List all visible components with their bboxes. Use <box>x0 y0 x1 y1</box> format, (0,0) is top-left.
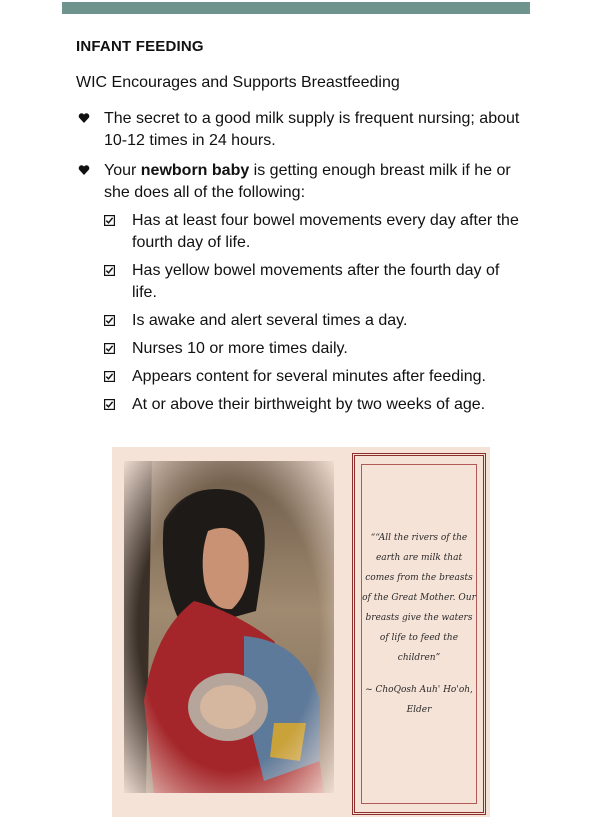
checklist-text: Is awake and alert several times a day. <box>132 312 408 329</box>
checked-box-icon <box>104 371 115 382</box>
checked-box-icon <box>104 315 115 326</box>
quote-box <box>352 453 486 815</box>
checklist-text: Nurses 10 or more times daily. <box>132 340 348 357</box>
checklist-item <box>104 310 523 332</box>
checklist-text: Appears content for several minutes after feeding. <box>132 368 486 385</box>
heart-icon <box>78 164 90 176</box>
checked-box-icon <box>104 215 115 226</box>
bullet-text-bold: newborn baby <box>140 162 250 179</box>
checklist-item <box>104 366 523 388</box>
bullet-text-after: is getting enough breast milk if he or she does all of the following: <box>104 162 511 201</box>
checklist-item <box>104 210 523 254</box>
bullet-list <box>78 108 523 424</box>
bullet-text-before: Your <box>104 162 141 179</box>
quote-text: ““All the rivers of the earth are milk that comes from the breasts of the Great Mother. Our breasts give the waters of life to feed the children” <box>362 533 476 663</box>
checklist-item <box>104 338 523 360</box>
quote-text-block <box>361 528 477 720</box>
breastfeeding-photo <box>124 461 334 793</box>
checklist-text: Has yellow bowel movements after the fourth day of life. <box>132 262 500 301</box>
checked-box-icon <box>104 265 115 276</box>
bullet-item <box>78 160 523 416</box>
header-bar <box>62 2 530 14</box>
checklist-text: At or above their birthweight by two weeks of age. <box>132 396 486 413</box>
checklist-item <box>104 394 523 416</box>
quote-attribution: ~ ChoQosh Auh' Ho'oh, Elder <box>365 685 473 715</box>
checked-box-icon <box>104 343 115 354</box>
section-heading: INFANT FEEDING <box>76 38 204 55</box>
checklist <box>104 210 523 416</box>
photo-quote-panel <box>112 447 490 817</box>
checked-box-icon <box>104 399 115 410</box>
checklist-item <box>104 260 523 304</box>
checklist-text: Has at least four bowel movements every day after the fourth day of life. <box>132 212 519 251</box>
bullet-text: The secret to a good milk supply is frequent nursing; about 10-12 times in 24 hours. <box>104 110 520 149</box>
heart-icon <box>78 112 90 124</box>
bullet-item <box>78 108 523 152</box>
section-subheading: WIC Encourages and Supports Breastfeeding <box>76 74 400 91</box>
